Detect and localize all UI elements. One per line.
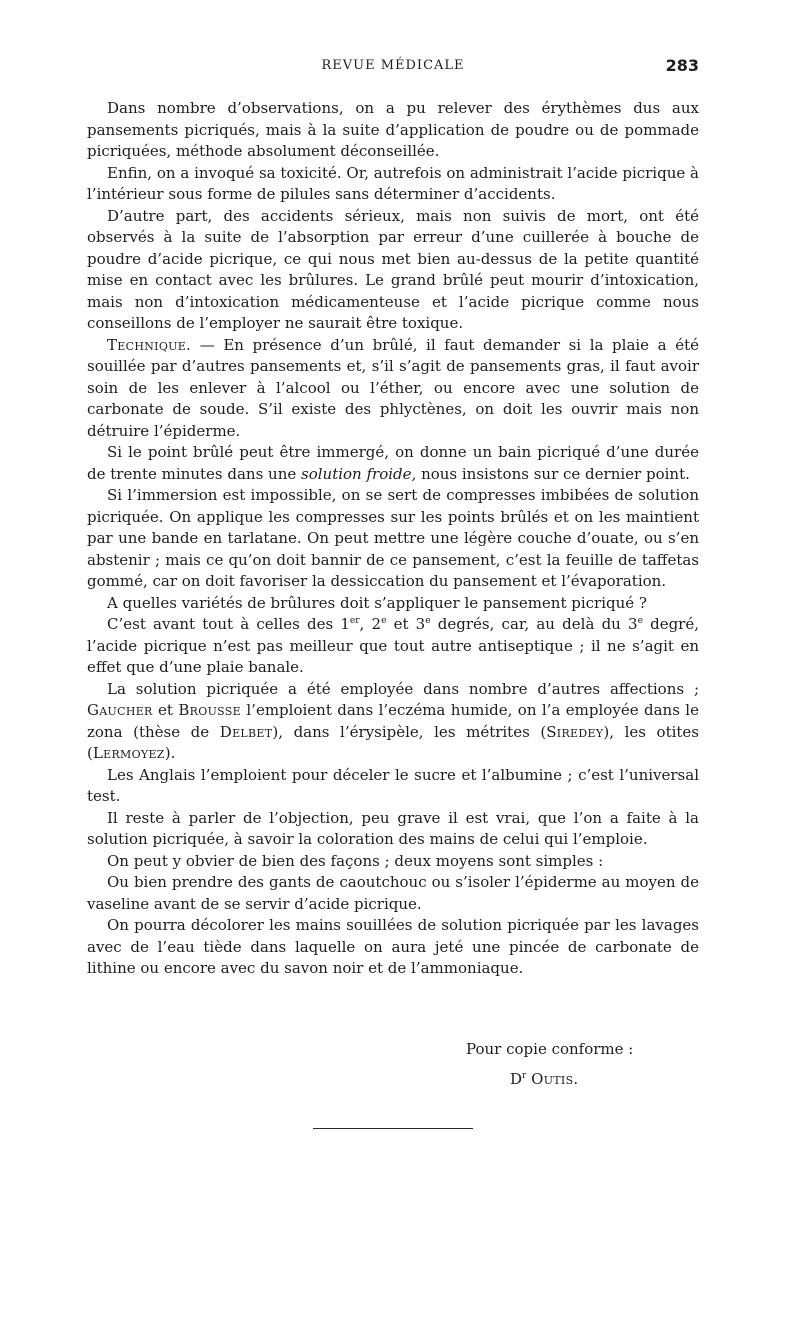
degrees-text-5: degré, l’acide picrique n’est pas meilleur que tout autre antiseptique ; il ne s’agit en effet que d’une plaie banale. xyxy=(87,615,699,676)
affections-text-5: ), les otites ( xyxy=(87,722,699,762)
paragraph-compresses: Si l’immersion est impossible, on se sert de compresses imbibées de solution picriquée. On applique les compresses sur les points brûlés et on les maintient par une bande en tarlatane. On peut mettre une légère couche d’ouate, ou s’en abstenir ; mais ce qu’on doit bannir de ce pansement, c’est la feuille de taffetas gommé, car on doit favoriser la dessiccation du pansement et l’évaporation. xyxy=(87,486,699,590)
article-body xyxy=(87,98,699,980)
degrees-sup-2: e xyxy=(381,616,387,626)
author-siredey: Siredey xyxy=(546,722,604,741)
affections-text-6: ). xyxy=(164,744,176,762)
signature xyxy=(510,1069,578,1091)
paragraph-decolorer: On pourra décolorer les mains souillées de solution picriquée par les lavages avec de l’eau tiède dans laquelle on aura jeté une pincée de carbonate de lithine ou encore avec du savon noir et de l’ammoniaque. xyxy=(87,916,699,977)
paragraph-question: A quelles variétés de brûlures doit s’appliquer le pansement picriqué ? xyxy=(107,593,647,612)
end-rule xyxy=(313,1128,473,1129)
affections-text-4: ), dans l’érysipèle, les métrites ( xyxy=(272,722,547,741)
paragraph-degres xyxy=(87,614,699,679)
paragraph-moyens: On peut y obvier de bien des façons ; deux moyens sont simples : xyxy=(107,851,604,870)
signature-title: D xyxy=(510,1070,523,1088)
paragraph-objection: Il reste à parler de l’objection, peu grave il est vrai, que l’on a faite à la solution picriquée, à savoir la coloration des mains de celui qui l’emploie. xyxy=(87,808,699,848)
affections-text-3: l’emploient dans l’eczéma humide, on l’a employée dans le zona (thèse de xyxy=(87,701,699,741)
affections-text-1: La solution picriquée a été employée dans nombre d’autres affections ; xyxy=(107,679,699,698)
affections-text-2: et xyxy=(152,701,179,719)
running-title: REVUE MÉDICALE xyxy=(321,58,465,73)
technique-label: Technique. xyxy=(107,335,192,354)
immersion-italic: solution froide, xyxy=(301,464,417,483)
degrees-sup-1: er xyxy=(349,616,360,626)
paragraph-affections xyxy=(87,679,699,765)
degrees-text-3: et 3 xyxy=(386,615,426,633)
paragraph-erythemes: Dans nombre d’observations, on a pu relever des érythèmes dus aux pansements picriqués, mais à la suite d’application de poudre ou de pommade picriquées, méthode absolument déconseillée. xyxy=(87,99,699,160)
technique-text: — En présence d’un brûlé, il faut demander si la plaie a été souillée par d’autres pansements et, s’il s’agit de pansements gras, il faut avoir soin de les enlever à l’alcool ou l’éther, ou encore avec une solution de carbonate de soude. S’il existe des phlyctènes, on doit les ouvrir mais non détruire l’épiderme. xyxy=(87,335,699,440)
paragraph-technique xyxy=(87,335,699,443)
page-number: 283 xyxy=(665,56,699,75)
author-lermoyez: Lermoyez xyxy=(92,744,165,762)
paragraph-accidents: D’autre part, des accidents sérieux, mais non suivis de mort, ont été observés à la suite de l’absorption par erreur d’une cuillerée à bouche de poudre d’acide picrique, ce qui nous met bien au-dessus de la petite quantité mise en contact avec les brûlures. Le grand brûlé peut mourir d’intoxication, mais non d’intoxication médicamenteuse et l’acide picrique comme nous conseillons de l’employer ne saurait être toxique. xyxy=(87,206,699,332)
running-head xyxy=(87,56,699,80)
degrees-text-2: , 2 xyxy=(359,615,382,633)
degrees-text-4: degrés, car, au delà du 3 xyxy=(430,615,638,633)
signoff: Pour copie conforme : xyxy=(466,1040,634,1058)
author-brousse: Brousse xyxy=(178,701,241,719)
paragraph-immersion xyxy=(87,442,699,485)
signature-name: Outis. xyxy=(531,1070,579,1088)
degrees-sup-3: e xyxy=(425,616,431,626)
immersion-text-before: Si le point brûlé peut être immergé, on donne un bain picriqué d’une durée de trente minutes dans une xyxy=(87,443,699,483)
paragraph-toxicite: Enfin, on a invoqué sa toxicité. Or, autrefois on administrait l’acide picrique à l’intérieur sous forme de pilules sans déterminer d’accidents. xyxy=(87,163,699,203)
author-gaucher: Gaucher xyxy=(87,701,153,719)
paragraph-anglais: Les Anglais l’emploient pour déceler le sucre et l’albumine ; c’est l’universal test. xyxy=(87,765,699,805)
immersion-text-after: nous insistons sur ce dernier point. xyxy=(416,464,690,483)
author-delbet: Delbet xyxy=(219,722,273,741)
paragraph-gants: Ou bien prendre des gants de caoutchouc ou s’isoler l’épiderme au moyen de vaseline avant de se servir d’acide picrique. xyxy=(87,873,699,913)
degrees-sup-4: e xyxy=(637,616,643,626)
signature-title-sup: r xyxy=(522,1071,527,1081)
degrees-text-1: C’est avant tout à celles des 1 xyxy=(107,615,350,633)
